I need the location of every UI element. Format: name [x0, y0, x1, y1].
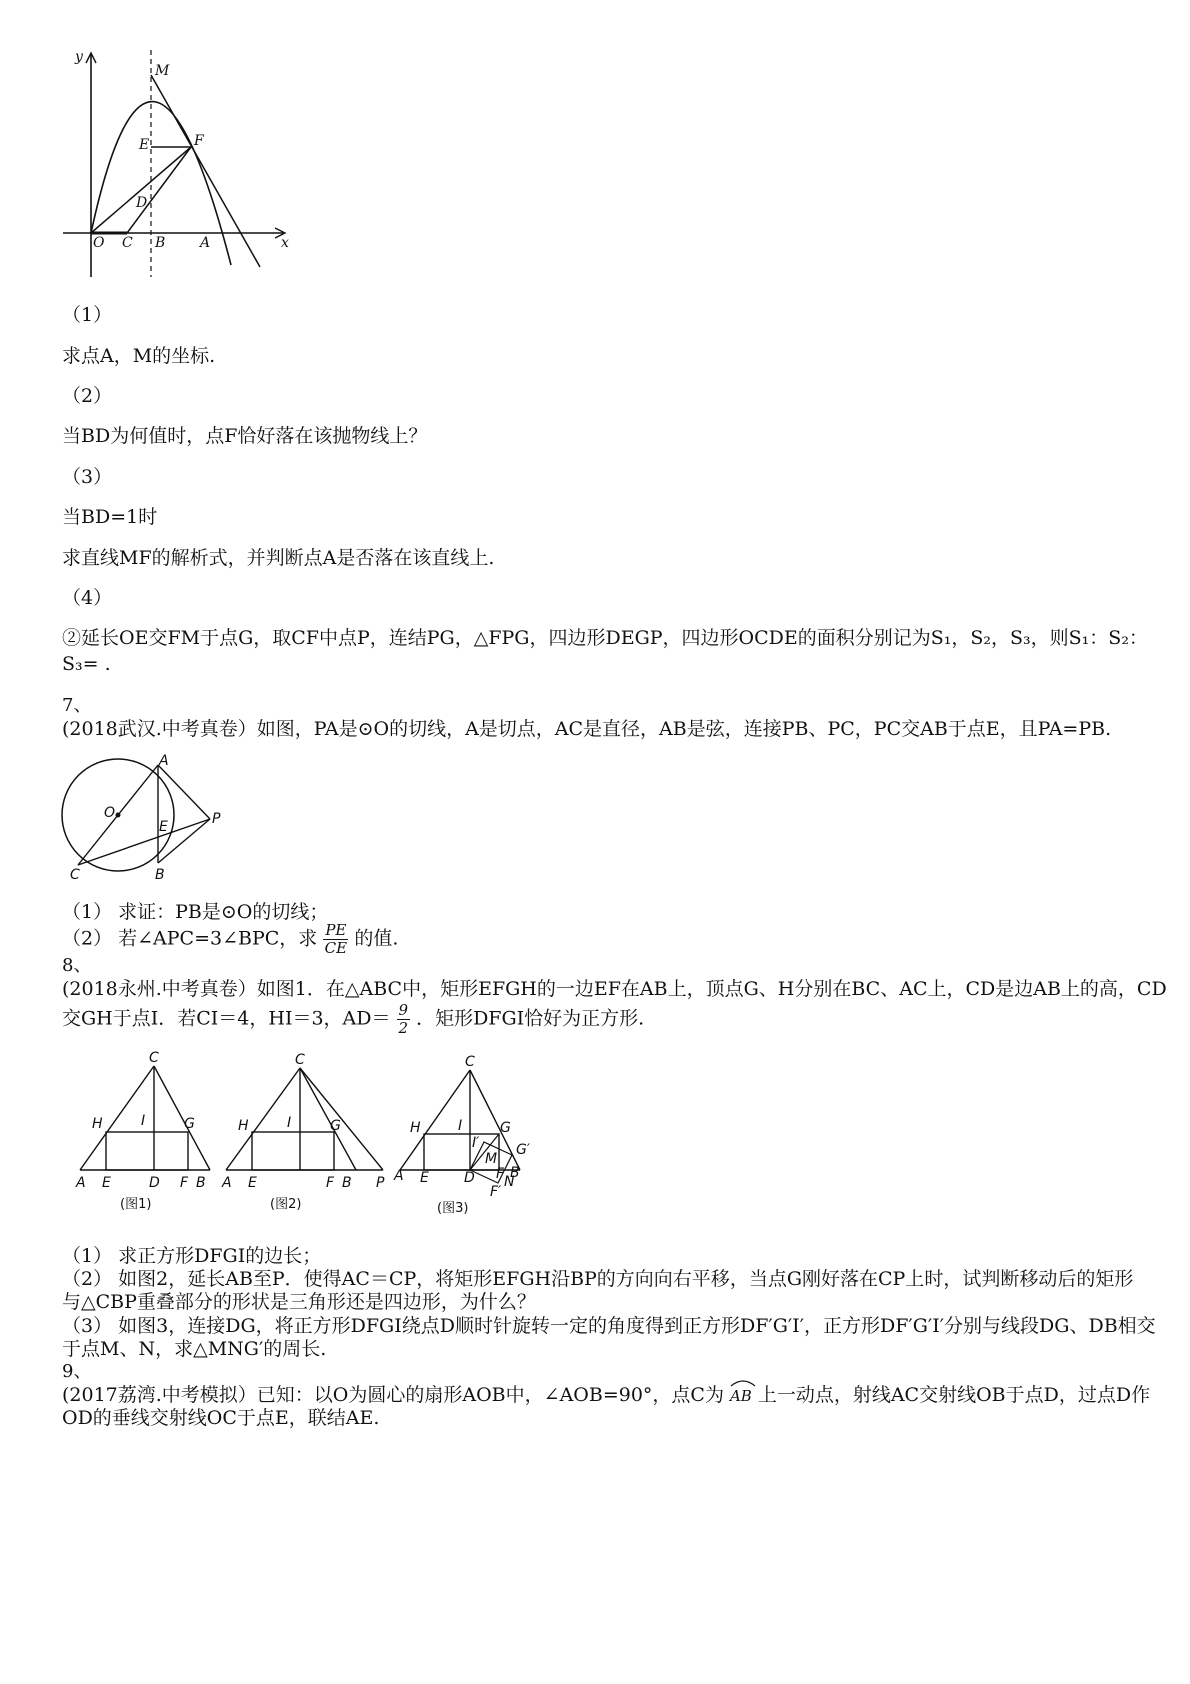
p6-q2-label: （2）: [62, 385, 113, 407]
p8f1-G: G: [184, 1116, 195, 1132]
p8f3-caption: (图3): [437, 1201, 469, 1216]
p7-fraction: [323, 922, 348, 957]
p7-label-P: P: [212, 811, 221, 827]
p8f3-H: H: [410, 1120, 421, 1136]
p8f1-B: B: [196, 1175, 206, 1191]
p8f1-C: C: [149, 1050, 159, 1066]
p8f2-E: E: [248, 1175, 257, 1191]
p8f3-Ip: I′: [472, 1135, 480, 1151]
p8f1-D: D: [149, 1175, 160, 1191]
label-C: C: [122, 235, 133, 251]
p7-q2-pre: （2） 若∠APC=3∠BPC，求: [62, 927, 318, 950]
p7-number: 7、: [62, 695, 92, 716]
p8-intro2-post: ．矩形DFGI恰好为正方形.: [416, 1007, 645, 1030]
p8f2-C: C: [295, 1052, 305, 1068]
p8-q2b: 与△CBP重叠部分的形状是三角形还是四边形，为什么？: [62, 1291, 536, 1313]
p6-q1-text: 求点A，M的坐标.: [62, 345, 216, 367]
p6-q3-text2: 求直线MF的解析式，并判断点A是否落在该直线上.: [62, 547, 495, 569]
p8f3-M: M: [485, 1151, 498, 1167]
p6-q3-text: 当BD=1时: [62, 506, 158, 528]
label-x: x: [281, 235, 289, 251]
p7-intro: (2018武汉.中考真卷）如图，PA是⊙O的切线，A是切点，AC是直径，AB是弦，连接PB、PC，PC交AB于点E，且PA=PB.: [62, 718, 1112, 740]
p7-frac-num: PE: [325, 921, 347, 939]
p8f2-G: G: [330, 1118, 341, 1134]
p8f3-F: F: [496, 1166, 505, 1182]
p9-intro1-post: 上一动点，射线AC交射线OB于点D，过点D作: [757, 1384, 1151, 1406]
p8-intro1: (2018永州.中考真卷）如图1．在△ABC中，矩形EFGH的一边EF在AB上，顶点G、H分别在BC、AC上，CD是边AB上的高，CD: [62, 978, 1167, 1000]
p8-q2a: （2） 如图2，延长AB至P．使得AC＝CP，将矩形EFGH沿BP的方向向右平移，当点G刚好落在CP上时，试判断移动后的矩形: [62, 1268, 1134, 1290]
p7-label-B: B: [155, 867, 165, 883]
p8f2-I: I: [287, 1115, 292, 1131]
p8-frac-num: 9: [398, 1001, 409, 1019]
p8f3-N: N: [504, 1174, 515, 1190]
p6-q1-label: （1）: [62, 304, 113, 326]
p8f3-I: I: [458, 1118, 463, 1134]
p9-arc-label: AB: [729, 1387, 752, 1405]
p7-label-A: A: [159, 753, 169, 769]
p8f3-D: D: [464, 1170, 475, 1186]
label-B: B: [155, 235, 166, 251]
p7-q1: （1） 求证：PB是⊙O的切线；: [62, 901, 329, 923]
p7-q2-post: 的值.: [354, 927, 399, 950]
p8f1-F: F: [180, 1175, 189, 1191]
p8f1-caption: (图1): [120, 1197, 152, 1212]
p6-q4-label: （4）: [62, 587, 113, 609]
p9-intro2: OD的垂线交射线OC于点E，联结AE.: [62, 1407, 380, 1429]
p8-figure-1: [72, 1050, 222, 1210]
arc-icon: [730, 1379, 756, 1387]
p8f1-A: A: [76, 1175, 86, 1191]
p8-q3b: 于点M、N，求△MNG′的周长.: [62, 1338, 327, 1360]
p8f1-E: E: [102, 1175, 111, 1191]
p7-q2: [62, 922, 398, 957]
p9-arc-ab: [730, 1383, 752, 1409]
p8-figure-2: [218, 1050, 398, 1210]
p8f1-H: H: [92, 1116, 103, 1132]
p8-frac-den: 2: [398, 1019, 409, 1037]
p8-number: 8、: [62, 955, 92, 976]
p6-q3-label: （3）: [62, 466, 113, 488]
label-D: D: [136, 195, 148, 211]
circle-tangent-figure: [55, 755, 245, 885]
p8f2-P: P: [376, 1175, 385, 1191]
label-A: A: [200, 235, 211, 251]
label-O: O: [93, 235, 105, 251]
p8f2-H: H: [238, 1118, 249, 1134]
p8f1-I: I: [141, 1113, 146, 1129]
p8-fraction: [397, 1002, 411, 1037]
p8f3-G: G: [500, 1120, 511, 1136]
p8f3-A: A: [394, 1168, 404, 1184]
p8f2-B: B: [342, 1175, 352, 1191]
p8f3-Fp: F′: [490, 1184, 502, 1200]
p8f2-A: A: [222, 1175, 232, 1191]
p9-intro1-pre: (2017荔湾.中考模拟）已知：以O为圆心的扇形AOB中，∠AOB=90°，点C为: [62, 1384, 724, 1406]
label-E: E: [139, 137, 150, 153]
label-F: F: [194, 133, 204, 149]
p8-intro2: [62, 1002, 644, 1037]
p6-q2-text: 当BD为何值时，点F恰好落在该抛物线上？: [62, 425, 428, 447]
label-M: M: [155, 63, 170, 79]
p8f3-C: C: [465, 1054, 475, 1070]
parabola-figure: [55, 45, 315, 295]
p8f3-Gp: G′: [516, 1142, 531, 1158]
p8-q3a: （3） 如图3，连接DG，将正方形DFGI绕点D顺时针旋转一定的角度得到正方形DF′G′I′，正方形DF′G′I′分别与线段DG、DB相交: [62, 1315, 1156, 1337]
p7-frac-den: CE: [324, 939, 348, 957]
p8-figure-3: [392, 1050, 562, 1215]
p7-label-C: C: [70, 867, 80, 883]
p9-number: 9、: [62, 1361, 92, 1382]
p7-label-O: O: [104, 805, 116, 821]
p6-q4-text: ②延长OE交FM于点G，取CF中点P，连结PG，△FPG，四边形DEGP，四边形OCDE的面积分别记为S₁，S₂，S₃，则S₁：S₂：: [62, 627, 1148, 649]
p8-intro2-pre: 交GH于点I．若CI＝4，HI＝3，AD＝: [62, 1007, 391, 1030]
p8f2-F: F: [326, 1175, 335, 1191]
p6-q4-text2: S₃= .: [62, 653, 111, 675]
p8-q1: （1） 求正方形DFGI的边长；: [62, 1245, 322, 1267]
label-y: y: [75, 49, 83, 65]
p8f2-caption: (图2): [270, 1197, 302, 1212]
p7-label-E: E: [159, 819, 168, 835]
p8f3-B: B: [510, 1165, 520, 1181]
p8f3-E: E: [420, 1170, 429, 1186]
